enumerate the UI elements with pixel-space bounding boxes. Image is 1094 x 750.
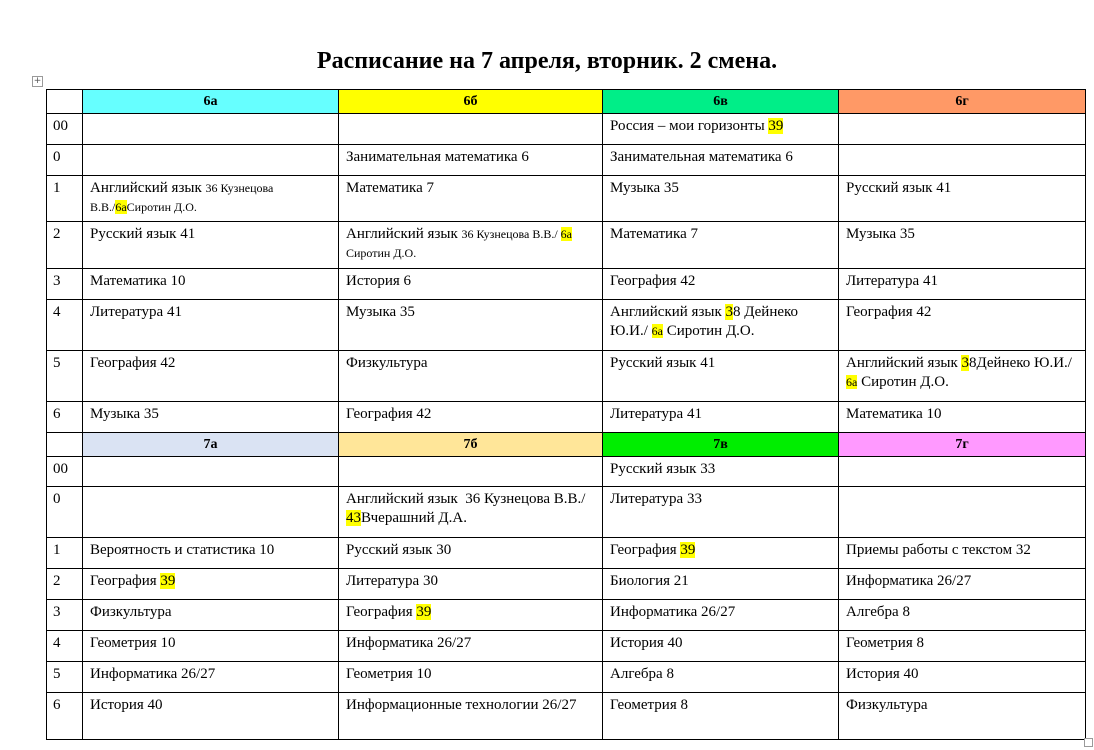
lesson-cell: Математика 7 [339, 176, 603, 222]
lesson-cell: Музыка 35 [83, 402, 339, 433]
schedule-table [46, 89, 1086, 740]
lesson-cell: Английский язык 38 Дейнеко Ю.И./ 6а Сиротин Д.О. [603, 300, 839, 351]
lesson-cell: Литература 30 [339, 569, 603, 600]
lesson-cell: Физкультура [83, 600, 339, 631]
lesson-row [47, 351, 1086, 402]
lesson-number: 2 [47, 222, 83, 269]
lesson-cell: Литература 41 [603, 402, 839, 433]
lesson-cell [339, 457, 603, 487]
lesson-cell: Россия – мои горизонты 39 [603, 114, 839, 145]
lesson-cell: Физкультура [339, 351, 603, 402]
lesson-cell [339, 114, 603, 145]
lesson-number: 3 [47, 600, 83, 631]
lesson-row [47, 662, 1086, 693]
lesson-cell: Русский язык 41 [839, 176, 1086, 222]
lesson-cell: История 40 [603, 631, 839, 662]
lesson-cell: Информатика 26/27 [839, 569, 1086, 600]
lesson-number: 1 [47, 176, 83, 222]
page-title: Расписание на 7 апреля, вторник. 2 смена. [316, 48, 778, 74]
lesson-number: 4 [47, 631, 83, 662]
class-header-7a: 7а [83, 433, 339, 457]
lesson-cell [83, 457, 339, 487]
lesson-cell [83, 114, 339, 145]
lesson-cell: Русский язык 41 [83, 222, 339, 269]
lesson-row [47, 402, 1086, 433]
lesson-cell: Математика 7 [603, 222, 839, 269]
table-move-handle-icon[interactable]: + [33, 76, 42, 86]
lesson-number: 5 [47, 662, 83, 693]
lesson-cell: Алгебра 8 [839, 600, 1086, 631]
lesson-cell: География 39 [339, 600, 603, 631]
lesson-cell: Информатика 26/27 [339, 631, 603, 662]
lesson-cell: Литература 33 [603, 487, 839, 538]
lesson-cell: Информатика 26/27 [83, 662, 339, 693]
lesson-cell: Физкультура [839, 693, 1086, 740]
lesson-cell [839, 487, 1086, 538]
lesson-cell: География 42 [839, 300, 1086, 351]
lesson-row [47, 600, 1086, 631]
lesson-cell: Литература 41 [83, 300, 339, 351]
grade7-header-row [47, 433, 1086, 457]
lesson-cell: Русский язык 30 [339, 538, 603, 569]
lesson-number: 3 [47, 269, 83, 300]
lesson-cell: Геометрия 10 [339, 662, 603, 693]
lesson-cell: История 40 [83, 693, 339, 740]
lesson-cell: Биология 21 [603, 569, 839, 600]
lesson-row [47, 269, 1086, 300]
lesson-row [47, 631, 1086, 662]
lesson-number: 0 [47, 487, 83, 538]
lesson-row [47, 222, 1086, 269]
lesson-cell [839, 114, 1086, 145]
lesson-cell: Английский язык 36 Кузнецова В.В./ 6а Сиротин Д.О. [339, 222, 603, 269]
class-header-6b: 6б [339, 90, 603, 114]
lesson-cell: Литература 41 [839, 269, 1086, 300]
lesson-cell: Алгебра 8 [603, 662, 839, 693]
lesson-cell: Математика 10 [83, 269, 339, 300]
lesson-cell: Музыка 35 [839, 222, 1086, 269]
class-header-7g: 7г [839, 433, 1086, 457]
lesson-cell: Английский язык 36 Кузнецова В.В./6аСиротин Д.О. [83, 176, 339, 222]
grade6-header-row [47, 90, 1086, 114]
lesson-number: 6 [47, 402, 83, 433]
header-blank-cell [47, 433, 83, 457]
lesson-number: 6 [47, 693, 83, 740]
lesson-row [47, 569, 1086, 600]
lesson-cell: Английский язык 38Дейнеко Ю.И./ 6а Сиротин Д.О. [839, 351, 1086, 402]
lesson-cell: География 42 [339, 402, 603, 433]
lesson-cell [839, 457, 1086, 487]
lesson-cell [83, 145, 339, 176]
lesson-number: 00 [47, 457, 83, 487]
lesson-row [47, 176, 1086, 222]
class-header-7v: 7в [603, 433, 839, 457]
lesson-row [47, 693, 1086, 740]
lesson-cell: Русский язык 33 [603, 457, 839, 487]
lesson-number: 00 [47, 114, 83, 145]
lesson-cell [83, 487, 339, 538]
lesson-number: 2 [47, 569, 83, 600]
lesson-cell: Музыка 35 [603, 176, 839, 222]
lesson-row [47, 538, 1086, 569]
lesson-number: 0 [47, 145, 83, 176]
lesson-cell: Вероятность и статистика 10 [83, 538, 339, 569]
class-header-7b: 7б [339, 433, 603, 457]
lesson-row [47, 300, 1086, 351]
lesson-cell: География 39 [83, 569, 339, 600]
lesson-cell: География 42 [83, 351, 339, 402]
lesson-cell: История 40 [839, 662, 1086, 693]
lesson-row [47, 114, 1086, 145]
lesson-cell: География 39 [603, 538, 839, 569]
class-header-6a: 6а [83, 90, 339, 114]
lesson-cell: Музыка 35 [339, 300, 603, 351]
lesson-cell: Английский язык 36 Кузнецова В.В./ 43Вчерашний Д.А. [339, 487, 603, 538]
class-header-6v: 6в [603, 90, 839, 114]
lesson-cell: Информационные технологии 26/27 [339, 693, 603, 740]
lesson-cell: География 42 [603, 269, 839, 300]
table-resize-handle-icon[interactable] [1084, 738, 1093, 747]
lesson-number: 5 [47, 351, 83, 402]
lesson-cell: Занимательная математика 6 [339, 145, 603, 176]
lesson-number: 4 [47, 300, 83, 351]
lesson-cell: Геометрия 10 [83, 631, 339, 662]
lesson-cell: История 6 [339, 269, 603, 300]
class-header-6g: 6г [839, 90, 1086, 114]
lesson-cell: Геометрия 8 [839, 631, 1086, 662]
lesson-row [47, 487, 1086, 538]
lesson-number: 1 [47, 538, 83, 569]
lesson-cell: Русский язык 41 [603, 351, 839, 402]
lesson-row [47, 145, 1086, 176]
lesson-cell: Занимательная математика 6 [603, 145, 839, 176]
lesson-cell: Геометрия 8 [603, 693, 839, 740]
lesson-cell [839, 145, 1086, 176]
lesson-cell: Информатика 26/27 [603, 600, 839, 631]
lesson-cell: Приемы работы с текстом 32 [839, 538, 1086, 569]
header-blank-cell [47, 90, 83, 114]
lesson-cell: Математика 10 [839, 402, 1086, 433]
lesson-row [47, 457, 1086, 487]
